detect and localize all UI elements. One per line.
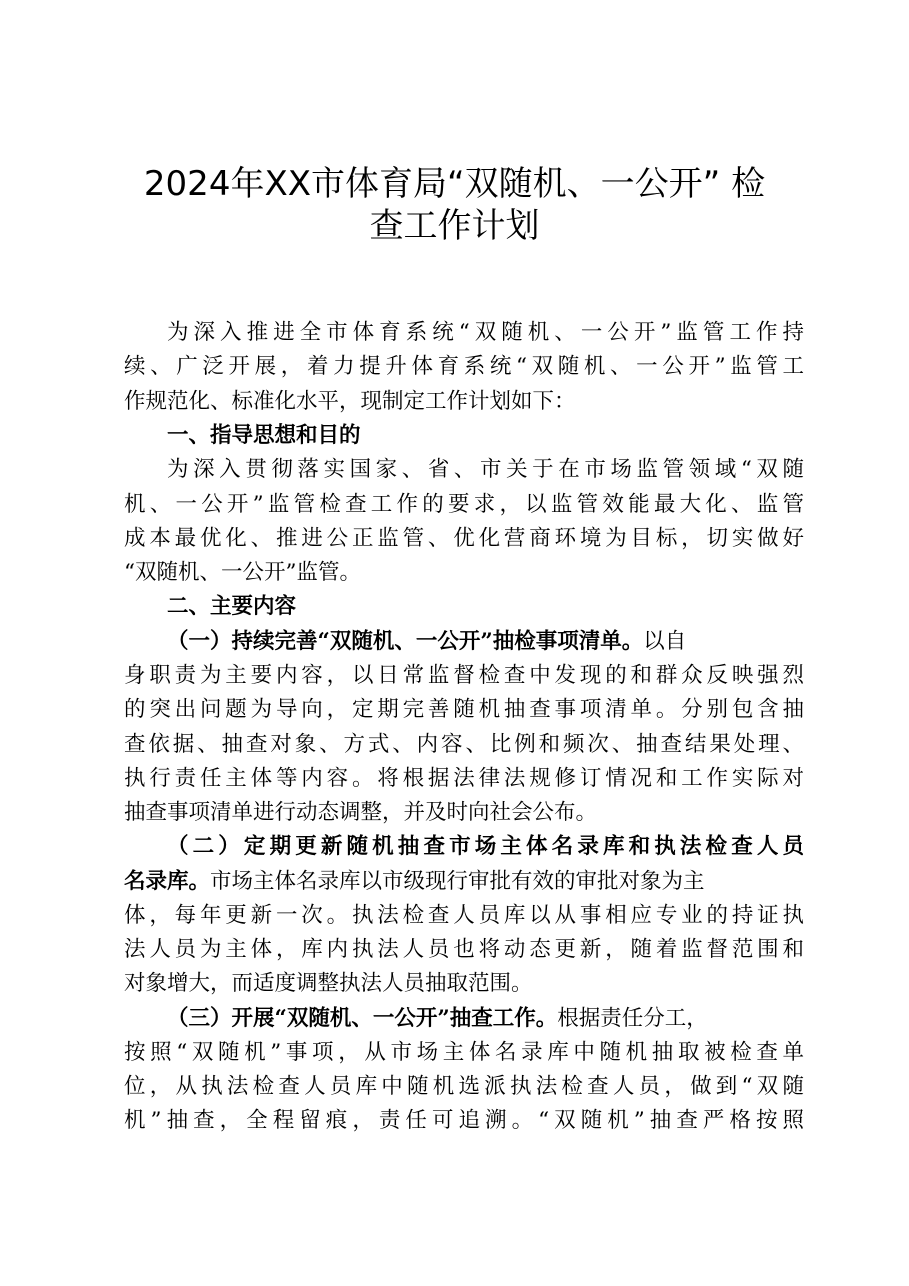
subsection-heading: （一）持续完善“双随机、一公开”抽检事项清单。: [167, 629, 644, 654]
paragraph-line: 体，每年更新一次。执法检查人员库以从事相应专业的持证执: [124, 903, 804, 928]
paragraph-line: 机、一公开”监管检查工作的要求，以监管效能最大化、监管: [124, 492, 804, 517]
paragraph-line: 机”抽查，全程留痕，责任可追溯。“双随机”抽查严格按照: [124, 1108, 804, 1133]
paragraph-text: 根据责任分工，: [557, 1006, 708, 1031]
paragraph-line: 按照“双随机”事项，从市场主体名录库中随机抽取被检查单: [124, 1040, 804, 1065]
paragraph-line: 为深入贯彻落实国家、省、市关于在市场监管领域“双随: [167, 457, 804, 482]
section-heading: 二、主要内容: [167, 594, 297, 619]
section-heading: 一、指导思想和目的: [167, 423, 361, 448]
paragraph-line: 作规范化、标准化水平，现制定工作计划如下：: [124, 389, 576, 414]
paragraph-line: 身职责为主要内容，以日常监督检查中发现的和群众反映强烈: [124, 663, 804, 688]
paragraph-line: [124, 625, 847, 660]
paragraph-text: 市场主体名录库以市级现行审批有效的审批对象为主: [210, 869, 705, 894]
subsection-heading: （二）定期更新随机抽查市场主体名录库和执法检查人员: [167, 834, 804, 859]
paragraph-line: 法人员为主体，库内执法人员也将动态更新，随着监督范围和: [124, 937, 804, 962]
paragraph-line: 续、广泛开展，着力提升体育系统“双随机、一公开”监管工: [124, 354, 804, 379]
paragraph-line: 位，从执法检查人员库中随机选派执法检查人员，做到“双随: [124, 1074, 804, 1099]
paragraph-line: 执行责任主体等内容。将根据法律法规修订情况和工作实际对: [124, 766, 804, 791]
paragraph-line: [124, 1002, 847, 1037]
paragraph-line: 的突出问题为导向，定期完善随机抽查事项清单。分别包含抽: [124, 697, 804, 722]
document-title-line-1: 2024年XX市体育局“双随机、一公开” 检: [143, 164, 766, 204]
subsection-heading-cont: 名录库。: [124, 869, 211, 894]
paragraph-line: “双随机、一公开”监管。: [124, 560, 361, 585]
paragraph-line: 查依据、抽查对象、方式、内容、比例和频次、抽查结果处理、: [124, 732, 804, 757]
document-title-line-2: 查工作计划: [369, 206, 540, 246]
paragraph-line: 对象增大，而适度调整执法人员抽取范围。: [124, 971, 533, 996]
paragraph-text: 以自: [643, 629, 687, 654]
paragraph-line: [124, 865, 804, 900]
paragraph-line: 抽查事项清单进行动态调整，并及时向社会公布。: [124, 800, 598, 825]
paragraph-line: 为深入推进全市体育系统“双随机、一公开”监管工作持: [167, 320, 804, 345]
paragraph-line: 成本最优化、推进公正监管、优化营商环境为目标，切实做好: [124, 526, 804, 551]
subsection-heading: （三）开展“双随机、一公开”抽查工作。: [167, 1006, 558, 1031]
